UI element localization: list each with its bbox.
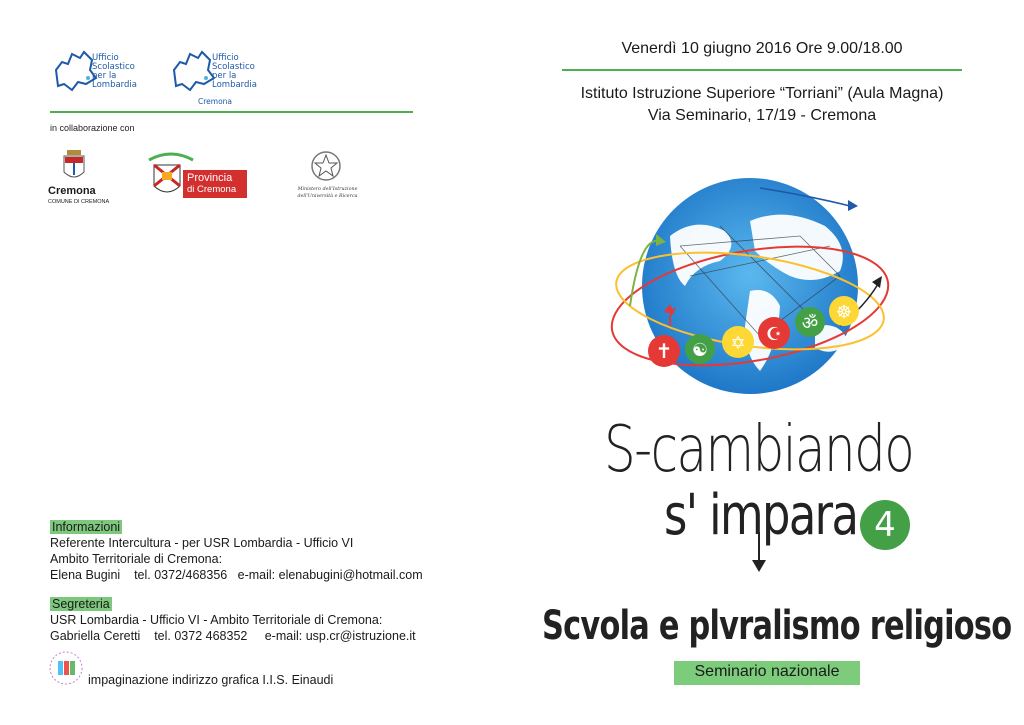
collab-label: in collaborazione con xyxy=(50,123,135,133)
provincia-line2: di Cremona xyxy=(187,184,237,195)
segr-line2: Gabriella Ceretti tel. 0372 468352 e-mail: usp.cr@istruzione.it xyxy=(50,629,416,643)
segreteria-block xyxy=(50,596,480,644)
logo-text-2: Scolastico xyxy=(92,62,135,72)
globe-illustration xyxy=(600,176,900,416)
informazioni-label: Informazioni xyxy=(52,520,121,534)
einaudi-logo-icon xyxy=(48,650,84,686)
edition-badge: 4 xyxy=(860,500,910,550)
logo-text-4: Lombardia xyxy=(212,80,257,90)
left-divider xyxy=(50,111,413,113)
emblem-icon xyxy=(310,150,342,182)
provincia-shield-icon xyxy=(153,164,181,198)
coat-of-arms-icon xyxy=(62,150,86,182)
comune-name: Cremona xyxy=(48,185,96,197)
right-divider xyxy=(562,69,962,71)
logo-text-4: Lombardia xyxy=(92,80,137,90)
right-panel xyxy=(512,0,1024,725)
svg-text:✝: ✝ xyxy=(655,339,673,363)
logo-text-1: Ufficio xyxy=(92,53,119,63)
event-date: Venerdì 10 giugno 2016 Ore 9.00/18.00 xyxy=(621,40,903,57)
info-line2: Ambito Territoriale di Cremona: xyxy=(50,552,223,566)
ministero-line2: dell'Università e Ricerca xyxy=(297,194,358,199)
logo-sub: Cremona xyxy=(198,97,233,106)
segr-line1: USR Lombardia - Ufficio VI - Ambito Territoriale di Cremona: xyxy=(50,613,383,627)
comune-cremona-logo xyxy=(48,150,108,206)
svg-text:☸: ☸ xyxy=(835,302,853,323)
logo-text-3: per la xyxy=(92,71,117,81)
footer-credit: impaginazione indirizzo grafica I.I.S. Einaudi xyxy=(88,673,334,687)
ministero-line1: Ministero dell'Istruzione xyxy=(297,187,358,192)
subtitle: Scvola e plvralismo religioso xyxy=(542,603,1012,649)
segreteria-label: Segreteria xyxy=(52,597,110,611)
title-line2: s' impara xyxy=(664,483,858,548)
logo-text-3: per la xyxy=(212,71,237,81)
laurel-icon xyxy=(147,150,195,164)
title-line1: S-cambiando xyxy=(604,413,914,487)
logo-text-1: Ufficio xyxy=(212,53,239,63)
informazioni-block xyxy=(50,519,480,583)
svg-text:☪: ☪ xyxy=(765,324,783,345)
comune-sub: COMUNE DI CREMONA xyxy=(48,199,110,205)
logo-text-2: Scolastico xyxy=(212,62,255,72)
down-arrow-icon xyxy=(749,532,769,572)
venue-line1: Istituto Istruzione Superiore “Torriani” (Aula Magna) xyxy=(580,85,944,102)
svg-text:☯: ☯ xyxy=(691,340,709,361)
usr-lombardia-logo xyxy=(50,48,160,98)
svg-text:ॐ: ॐ xyxy=(801,313,819,334)
ministero-logo xyxy=(290,150,365,206)
lombardia-map-icon xyxy=(168,48,218,94)
usr-cremona-logo xyxy=(168,48,278,108)
provincia-cremona-logo xyxy=(145,150,250,202)
venue-line2: Via Seminario, 17/19 - Cremona xyxy=(647,107,877,124)
info-line1: Referente Intercultura - per USR Lombardia - Ufficio VI xyxy=(50,536,354,550)
svg-text:✡: ✡ xyxy=(730,333,746,354)
info-line3: Elena Bugini tel. 0372/468356 e-mail: elenabugini@hotmail.com xyxy=(50,568,423,582)
provincia-line1: Provincia xyxy=(187,172,233,184)
seminario-badge: Seminario nazionale xyxy=(674,661,860,685)
